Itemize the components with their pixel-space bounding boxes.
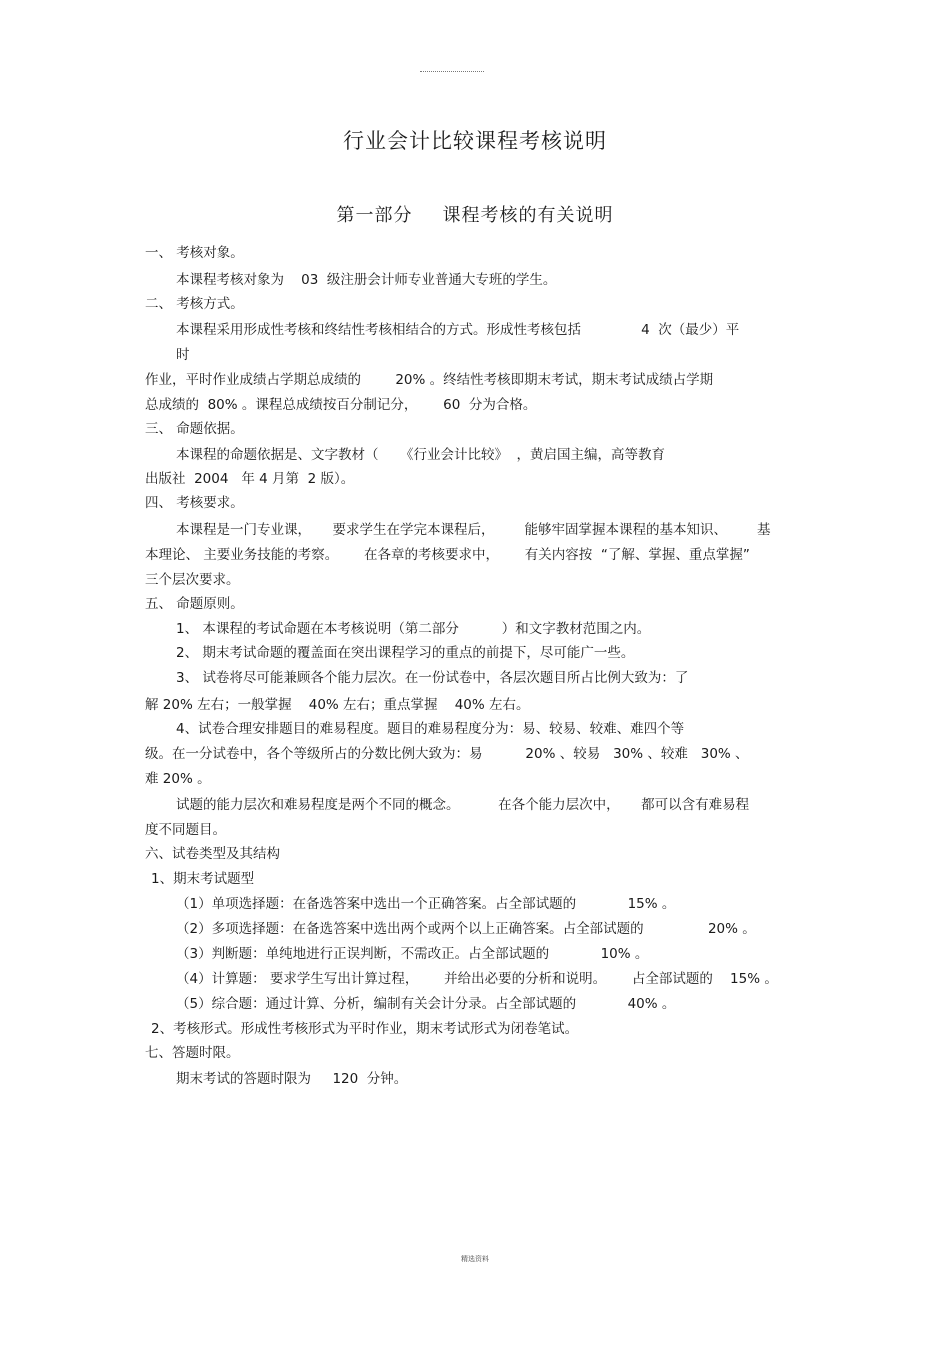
- section-heading: 七、答题时限。: [145, 1045, 240, 1061]
- list-item: 1、 本课程的考试命题在本考核说明（第二部分 ）和文字教材范围之内。: [176, 621, 651, 637]
- paragraph-line: 本课程考核对象为 03 级注册会计师专业普通大专班的学生。: [176, 272, 557, 288]
- list-item: （3）判断题：单纯地进行正误判断，不需改正。占全部试题的 10% 。: [176, 946, 649, 962]
- list-item: （2）多项选择题：在备选答案中选出两个或两个以上正确答案。占全部试题的 20% 。: [176, 921, 756, 937]
- list-item: 2、 期末考试命题的覆盖面在突出课程学习的重点的前提下，尽可能广一些。: [176, 645, 635, 661]
- page-title: 行业会计比较课程考核说明: [343, 129, 607, 153]
- list-item: （4）计算题： 要求学生写出计算过程， 并给出必要的分析和说明。 占全部试题的 15% 。: [176, 971, 778, 987]
- paragraph-line: 作业，平时作业成绩占学期总成绩的 20% 。终结性考核即期末考试，期末考试成绩占学期: [145, 372, 714, 388]
- section-heading: 一、 考核对象。: [145, 245, 244, 261]
- list-item: （5）综合题：通过计算、分析，编制有关会计分录。占全部试题的 40% 。: [176, 996, 676, 1012]
- part-heading: [0, 202, 950, 230]
- paragraph-line: 时: [176, 347, 190, 363]
- paragraph-line: 度不同题目。: [145, 822, 226, 838]
- section-heading: 三、 命题依据。: [145, 421, 244, 437]
- paragraph-line: 出版社 2004 年 4 月第 2 版）。: [145, 471, 355, 487]
- paragraph-line: 期末考试的答题时限为 120 分钟。: [176, 1071, 408, 1087]
- section-heading: 四、 考核要求。: [145, 495, 244, 511]
- subsection-heading: 1、期末考试题型: [151, 871, 255, 887]
- paragraph-line: 试题的能力层次和难易程度是两个不同的概念。 在各个能力层次中， 都可以含有难易程: [176, 797, 750, 813]
- part-label: 第一部分: [336, 205, 413, 226]
- list-item: 4、试卷合理安排题目的难易程度。题目的难易程度分为：易、较易、较难、难四个等: [176, 721, 685, 737]
- paragraph-line: 本课程是一门专业课， 要求学生在学完本课程后， 能够牢固掌握本课程的基本知识、 基: [176, 522, 771, 538]
- section-heading: 二、 考核方式。: [145, 296, 244, 312]
- paragraph-line: 解 20% 左右；一般掌握 40% 左右；重点掌握 40% 左右。: [145, 697, 530, 713]
- paragraph-line: 本课程的命题依据是、文字教材（ 《行业会计比较》 ，黄启国主编，高等教育: [176, 447, 666, 463]
- paragraph-line: 三个层次要求。: [145, 572, 240, 588]
- section-heading: 五、 命题原则。: [145, 596, 244, 612]
- part-title: 课程考核的有关说明: [442, 205, 614, 226]
- section-heading: 六、试卷类型及其结构: [145, 846, 280, 862]
- list-item: （1）单项选择题：在备选答案中选出一个正确答案。占全部试题的 15% 。: [176, 896, 676, 912]
- list-item: 3、 试卷将尽可能兼顾各个能力层次。在一份试卷中，各层次题目所占比例大致为：了: [176, 670, 689, 686]
- paragraph-line: 本课程采用形成性考核和终结性考核相结合的方式。形成性考核包括 4 次（最少）平: [176, 322, 740, 338]
- header-rule: [420, 71, 484, 72]
- paragraph-line: 难 20% 。: [145, 771, 211, 787]
- subsection-heading: 2、考核形式。形成性考核形式为平时作业，期末考试形式为闭卷笔试。: [151, 1021, 579, 1037]
- page-footer: 精选资料: [461, 1255, 489, 1263]
- paragraph-line: 总成绩的 80% 。课程总成绩按百分制记分， 60 分为合格。: [145, 397, 537, 413]
- paragraph-line: 级。在一分试卷中，各个等级所占的分数比例大致为：易 20% 、较易 30% 、较难 30% 、: [145, 746, 749, 762]
- paragraph-line: 本理论、 主要业务技能的考察。 在各章的考核要求中， 有关内容按 “了解、掌握、重点掌握”: [145, 547, 750, 563]
